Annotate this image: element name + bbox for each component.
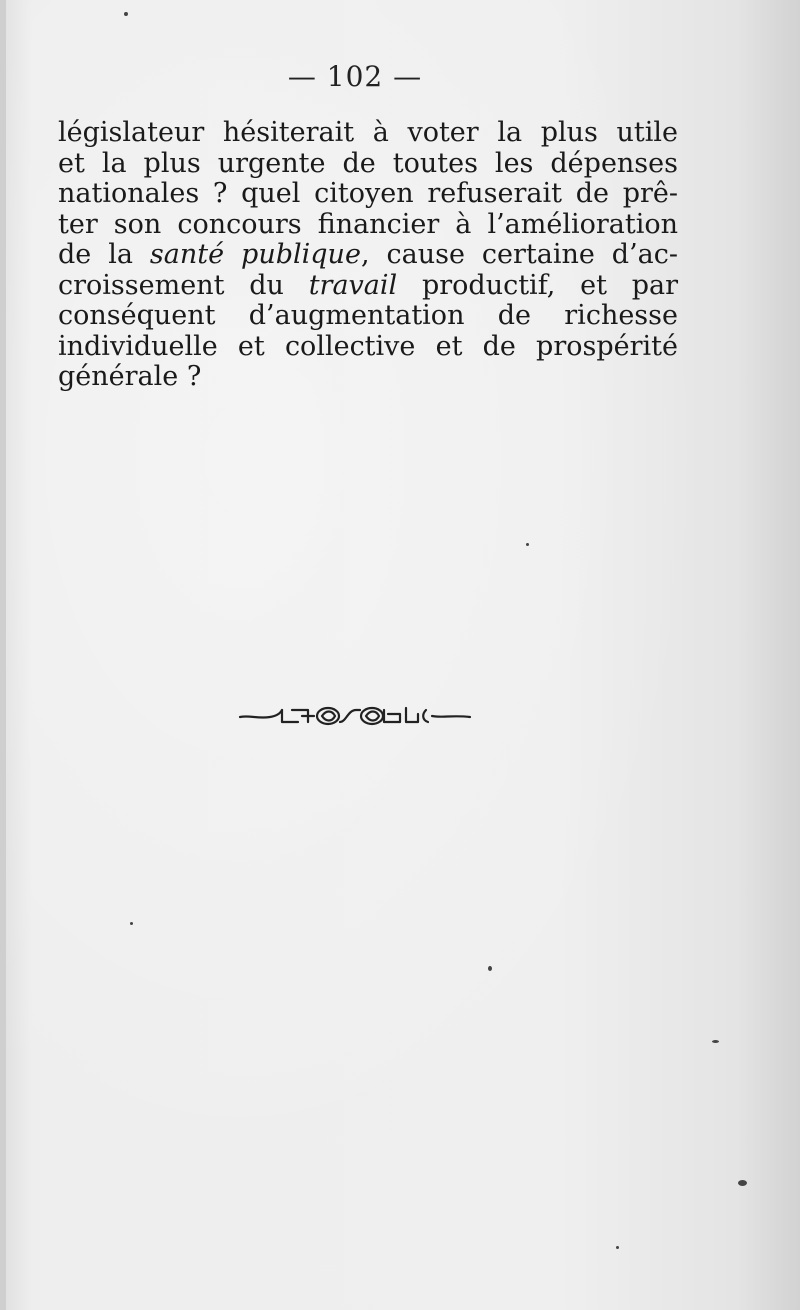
paragraph-line-5 — [58, 240, 678, 271]
italic-travail: travail — [308, 269, 398, 301]
paragraph-line-9: générale ? — [58, 361, 202, 392]
print-speck — [616, 1246, 619, 1249]
paragraph-line-1: législateur hésiterait à voter la plus utile — [58, 117, 678, 148]
paragraph-line-4: ter son concours financier à l’amélioration — [58, 208, 678, 240]
end-ornament-icon — [236, 700, 474, 734]
print-speck — [488, 966, 492, 971]
print-speck — [124, 12, 128, 16]
line-6-suffix: productif, et par — [421, 269, 678, 301]
print-speck — [130, 922, 133, 925]
paragraph-line-2: et la plus urgente de toutes les dépenses — [58, 147, 678, 179]
italic-sante-publique: santé publique — [149, 239, 361, 270]
paragraph-line-7: conséquent d’augmentation de richesse — [58, 300, 678, 331]
page-number: — 102 — — [287, 60, 423, 93]
paragraph-line-8: individuelle et collective et de prospérité — [58, 330, 678, 362]
paragraph — [58, 118, 678, 393]
print-speck — [738, 1180, 747, 1186]
line-5-prefix: de la — [58, 239, 133, 270]
paragraph-line-3: nationales ? quel citoyen refuserait de prê- — [58, 178, 678, 209]
line-5-suffix: , cause certaine d’ac- — [360, 239, 678, 270]
paragraph-line-6 — [58, 271, 678, 302]
page-edge-shadow — [0, 0, 6, 1310]
print-speck — [526, 543, 529, 546]
line-6-prefix: croissement du — [58, 269, 284, 301]
print-speck — [712, 1040, 719, 1043]
